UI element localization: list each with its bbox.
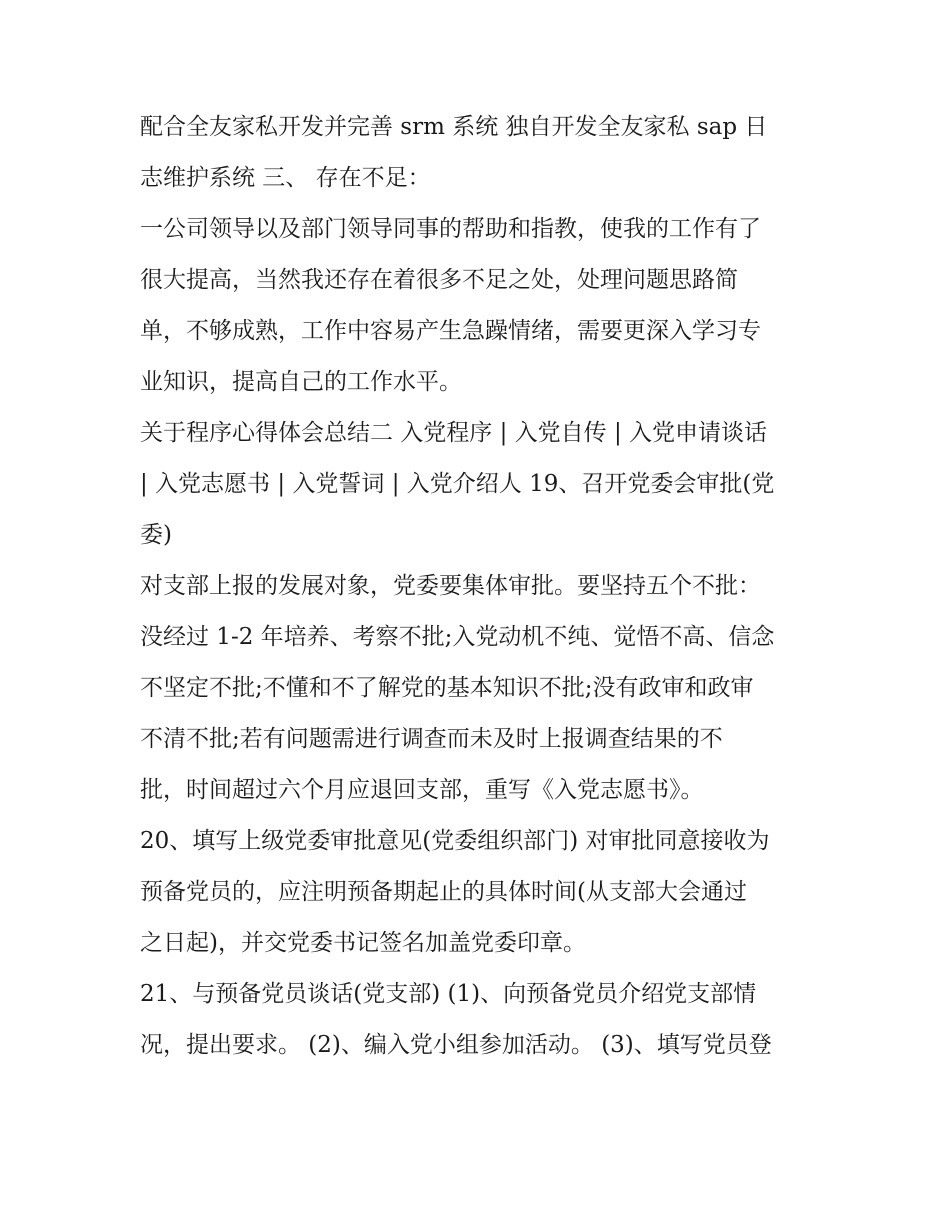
text-line: 没经过 1-2 年培养、考察不批;入党动机不纯、觉悟不高、信念 bbox=[140, 624, 775, 650]
text-line: 20、填写上级党委审批意见(党委组织部门) 对审批同意接收为 bbox=[140, 828, 770, 854]
text-line: 21、与预备党员谈话(党支部) (1)、向预备党员介绍党支部情 bbox=[140, 981, 757, 1007]
text-line: 业知识，提高自己的工作水平。 bbox=[140, 369, 462, 395]
text-line: 很大提高，当然我还存在着很多不足之处，处理问题思路简 bbox=[140, 267, 738, 293]
text-line: 单，不够成熟，工作中容易产生急躁情绪，需要更深入学习专 bbox=[140, 318, 761, 344]
text-line: 预备党员的，应注明预备期起止的具体时间(从支部大会通过 bbox=[140, 879, 747, 905]
text-line: 一公司领导以及部门领导同事的帮助和指教，使我的工作有了 bbox=[140, 216, 761, 242]
document-body bbox=[140, 102, 820, 1071]
text-line: 关于程序心得体会总结二 入党程序 | 入党自传 | 入党申请谈话 bbox=[140, 420, 768, 446]
text-line: 对支部上报的发展对象，党委要集体审批。要坚持五个不批： bbox=[140, 573, 761, 599]
text-line: 委) bbox=[140, 522, 172, 548]
text-line: 不坚定不批;不懂和不了解党的基本知识不批;没有政审和政审 bbox=[140, 675, 754, 701]
text-line: 配合全友家私开发并完善 srm 系统 独自开发全友家私 sap 日 bbox=[140, 114, 768, 140]
text-line: 批，时间超过六个月应退回支部，重写《入党志愿书》。 bbox=[140, 777, 704, 803]
text-line: 况，提出要求。 (2)、编入党小组参加活动。 (3)、填写党员登 bbox=[140, 1032, 772, 1058]
text-line: | 入党志愿书 | 入党誓词 | 入党介绍人 19、召开党委会审批(党 bbox=[140, 471, 775, 497]
text-line: 志维护系统 三、 存在不足： bbox=[140, 165, 431, 191]
text-line: 之日起)，并交党委书记签名加盖党委印章。 bbox=[140, 930, 586, 956]
text-line: 不清不批;若有问题需进行调查而未及时上报调查结果的不 bbox=[140, 726, 723, 752]
